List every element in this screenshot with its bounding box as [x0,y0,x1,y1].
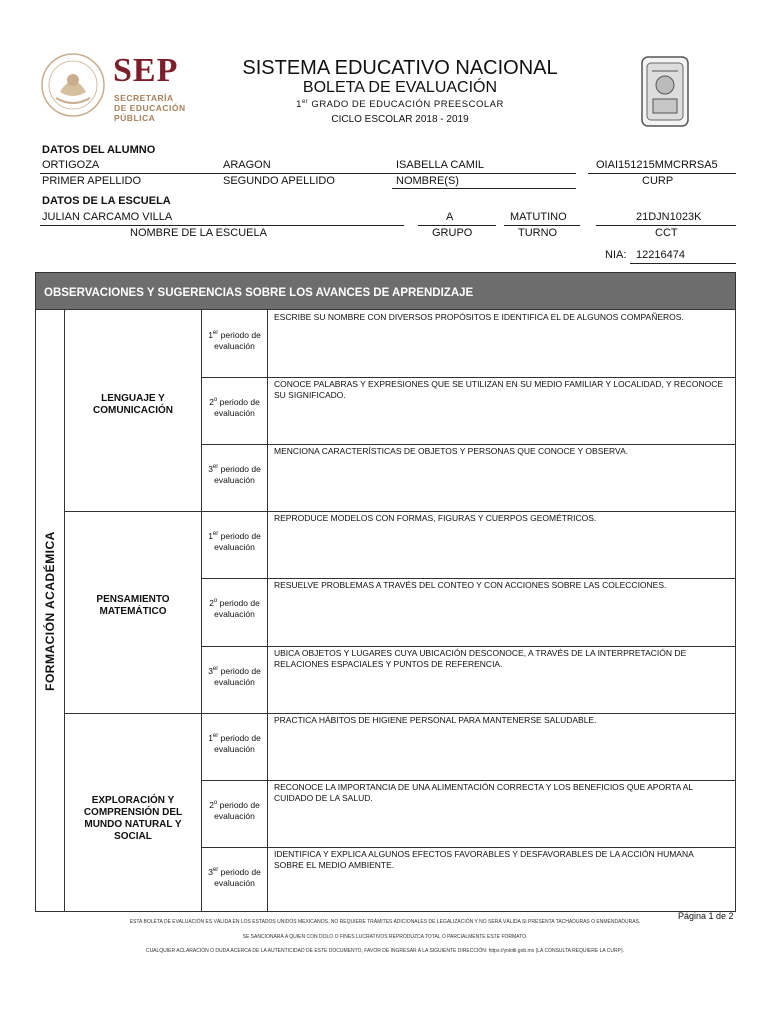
observation-text: RESUELVE PROBLEMAS A TRAVÉS DEL CONTEO Y CON ACCIONES SOBRE LAS COLECCIONES. [274,580,667,590]
footer-verification-note: CUALQUIER ACLARACIÓN O DUDA ACERCA DE LA AUTENTICIDAD DE ESTE DOCUMENTO, FAVOR DE INGRESAR A LA SIGUIENTE DIRECCIÓN: https://yolotli.gob.mx (LA CONSULTA REQUIERE LA CURP). [145,948,625,954]
segundo-apellido-label: SEGUNDO APELLIDO [223,175,335,187]
nia-value: 12216474 [636,249,685,261]
page-number: Página 1 de 2 [678,911,734,921]
observation-text: REPRODUCE MODELOS CON FORMAS, FIGURAS Y CUERPOS GEOMÉTRICOS. [274,513,597,523]
observation-text: RECONOCE LA IMPORTANCIA DE UNA ALIMENTACIÓN CORRECTA Y LOS BENEFICIOS QUE APORTA AL CUIDADO DE LA SALUD. [274,782,693,803]
turno-value: MATUTINO [510,211,567,223]
divider [392,188,576,189]
evaluation-period-label: 2$^o$ periodo de evaluación [209,799,260,821]
observation-text: PRACTICA HÁBITOS DE HIGIENE PERSONAL PARA MANTENERSE SALUDABLE. [274,715,597,725]
divider [64,310,65,912]
segundo-apellido-value: ARAGON [223,159,271,171]
divider [630,263,736,264]
grade-line: 1er GRADO DE EDUCACIÓN PREESCOLAR [296,99,504,111]
evaluation-period-label: 3er periodo de evaluación [208,866,261,888]
student-section-title: DATOS DEL ALUMNO [42,144,156,156]
divider [267,310,268,912]
observation-text: ESCRIBE SU NOMBRE CON DIVERSOS PROPÓSITOS E IDENTIFICA EL DE ALGUNOS COMPAÑEROS. [274,312,684,322]
divider [64,511,736,512]
cct-label: CCT [655,227,678,239]
observation-text: UBICA OBJETOS Y LUGARES CUYA UBICACIÓN DESCONOCE, A TRAVÉS DE LA INTERPRETACIÓN DE RELACIONES ESPACIALES Y PUNTOS DE REFERENCIA. [274,648,687,669]
evaluation-period-label: 2$^o$ periodo de evaluación [209,597,260,619]
nombres-value: ISABELLA CAMIL [396,159,485,171]
divider [201,646,736,647]
school-name-value: JULIAN CARCAMO VILLA [42,211,173,223]
school-section-title: DATOS DE LA ESCUELA [42,195,171,207]
learning-area-name: LENGUAJE Y COMUNICACIÓN [93,392,173,416]
divider [418,225,496,226]
footer-sanction-note: SE SANCIONARÁ A QUIEN CON DOLO O FINES LUCRATIVOS REPRODUZCA TOTAL O PARCIALMENTE ESTE FORMATO. [242,934,528,940]
formacion-academica-label: FORMACIÓN ACADÉMICA [43,531,57,691]
evaluation-period-label: 3er periodo de evaluación [208,665,261,687]
table-header: OBSERVACIONES Y SUGERENCIAS SOBRE LOS AVANCES DE APRENDIZAJE [35,272,736,310]
divider [201,780,736,781]
grupo-value: A [446,211,454,223]
document-title: SISTEMA EDUCATIVO NACIONAL [242,57,558,79]
sep-logo-subtitle: SECRETARÍA DE EDUCACIÓN PÚBLICA [114,93,186,123]
cct-value: 21DJN1023K [636,211,702,223]
divider [596,225,736,226]
evaluation-period-label: 2$^o$ periodo de evaluación [209,396,260,418]
learning-area-name: PENSAMIENTO MATEMÁTICO [96,593,170,617]
grupo-label: GRUPO [432,227,473,239]
evaluation-period-label: 1er periodo de evaluación [208,329,261,351]
observation-text: IDENTIFICA Y EXPLICA ALGUNOS EFECTOS FAVORABLES Y DESFAVORABLES DE LA ACCIÓN HUMANA SOBRE EL MEDIO AMBIENTE. [274,849,694,870]
sep-logo-text: SEP [113,52,179,89]
evaluation-period-label: 3er periodo de evaluación [208,463,261,485]
state-seal [640,55,690,128]
divider [40,225,404,226]
observation-text: CONOCE PALABRAS Y EXPRESIONES QUE SE UTILIZAN EN SU MEDIO FAMILIAR Y LOCALIDAD, Y RECONOCE SU SIGNIFICADO. [274,379,724,400]
nombres-label: NOMBRE(S) [396,175,459,187]
school-cycle: CICLO ESCOLAR 2018 - 2019 [331,114,469,125]
document-subtitle: BOLETA DE EVALUACIÓN [302,79,498,96]
divider [588,173,736,174]
evaluation-period-label: 1er periodo de evaluación [208,732,261,754]
divider [201,377,736,378]
turno-label: TURNO [518,227,558,239]
divider [201,847,736,848]
curp-value: OIAI151215MMCRRSA5 [596,159,718,171]
learning-area-name: EXPLORACIÓN Y COMPRENSIÓN DEL MUNDO NATURAL Y SOCIAL [83,795,183,843]
observation-text: MENCIONA CARACTERÍSTICAS DE OBJETOS Y PERSONAS QUE CONOCE Y OBSERVA. [274,446,629,456]
divider [201,578,736,579]
divider [504,225,580,226]
divider [64,713,736,714]
divider [201,444,736,445]
curp-label: CURP [642,175,674,187]
mexico-coat-of-arms-seal [40,52,106,118]
evaluation-period-label: 1er periodo de evaluación [208,530,261,552]
nia-label: NIA: [605,249,627,261]
footer-validity-note: ESTA BOLETA DE EVALUACIÓN ES VÁLIDA EN LOS ESTADOS UNIDOS MEXICANOS. NO REQUIERE TRÁMITES ADICIONALES DE LEGALIZACIÓN Y NO SERÁ VÁLIDA SI PRESENTA TACHADURAS O ENMENDADURAS. [129,919,641,925]
primer-apellido-label: PRIMER APELLIDO [42,175,142,187]
school-name-label: NOMBRE DE LA ESCUELA [130,227,267,239]
primer-apellido-value: ORTIGOZA [42,159,100,171]
divider [40,173,576,174]
